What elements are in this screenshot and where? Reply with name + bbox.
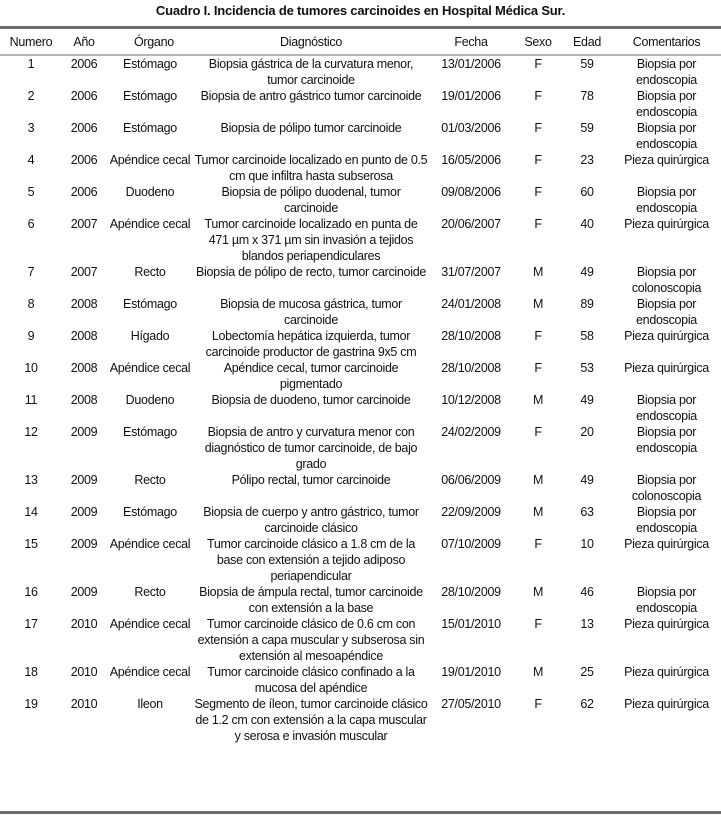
cell-fecha: 28/10/2008	[441, 329, 501, 343]
table-row	[0, 696, 721, 744]
cell-diagnostico: Biopsia de cuerpo y antro gástrico, tumor carcinoide clásico	[203, 505, 419, 535]
cell-numero: 17	[24, 617, 38, 631]
cell-fecha: 13/01/2006	[441, 57, 501, 71]
cell-numero: 18	[24, 665, 38, 679]
table-row	[0, 360, 721, 392]
cell-anio: 2009	[70, 505, 98, 519]
cell-sexo: F	[534, 89, 542, 103]
table-row	[0, 152, 721, 184]
cell-numero: 10	[24, 361, 38, 375]
cell-anio: 2009	[70, 585, 98, 599]
cell-anio: 2006	[70, 89, 98, 103]
cell-sexo: M	[532, 265, 544, 279]
column-header-organo: Órgano	[134, 35, 174, 49]
cell-fecha: 20/06/2007	[441, 217, 501, 231]
cell-sexo: F	[534, 425, 542, 439]
cell-fecha: 10/12/2008	[441, 393, 501, 407]
cell-comentarios: Pieza quirúrgica	[624, 617, 709, 631]
cell-diagnostico: Lobectomía hepática izquierda, tumor carcinoide productor de gastrina 9x5 cm	[205, 329, 417, 359]
cell-organo: Estómago	[123, 297, 177, 311]
cell-anio: 2008	[70, 393, 98, 407]
table-row	[0, 264, 721, 296]
cell-diagnostico: Biopsia de duodeno, tumor carcinoide	[211, 393, 411, 407]
cell-anio: 2010	[70, 617, 98, 631]
cell-fecha: 15/01/2010	[441, 617, 501, 631]
cell-numero: 4	[27, 153, 35, 167]
cell-comentarios: Biopsia por endoscopia	[636, 393, 697, 423]
cell-fecha: 16/05/2006	[441, 153, 501, 167]
cell-comentarios: Biopsia por colonoscopia	[631, 473, 702, 503]
cell-anio: 2010	[70, 665, 98, 679]
cell-fecha: 19/01/2006	[441, 89, 501, 103]
table-row	[0, 664, 721, 696]
cell-edad: 20	[580, 425, 594, 439]
cell-organo: Apéndice cecal	[109, 617, 191, 631]
cell-numero: 15	[24, 537, 38, 551]
cell-comentarios: Pieza quirúrgica	[624, 217, 709, 231]
column-header-edad: Edad	[573, 35, 601, 49]
cell-edad: 23	[580, 153, 594, 167]
cell-organo: Estómago	[123, 89, 177, 103]
cell-anio: 2006	[70, 185, 98, 199]
cell-fecha: 28/10/2008	[441, 361, 501, 375]
cell-organo: Apéndice cecal	[109, 361, 191, 375]
table-row	[0, 216, 721, 264]
cell-edad: 60	[580, 185, 594, 199]
cell-comentarios: Pieza quirúrgica	[624, 329, 709, 343]
cell-numero: 2	[27, 89, 35, 103]
cell-comentarios: Pieza quirúrgica	[624, 665, 709, 679]
cell-sexo: M	[532, 665, 544, 679]
table-top-rule	[0, 26, 721, 29]
cell-numero: 5	[27, 185, 35, 199]
cell-anio: 2006	[70, 153, 98, 167]
cell-organo: Apéndice cecal	[109, 665, 191, 679]
table-row	[0, 184, 721, 216]
cell-comentarios: Biopsia por endoscopia	[636, 89, 697, 119]
cell-organo: Apéndice cecal	[109, 153, 191, 167]
cell-sexo: F	[534, 153, 542, 167]
cell-diagnostico: Tumor carcinoide localizado en punta de 471 µm x 371 µm sin invasión a tejidos blandos periapendiculares	[204, 217, 418, 263]
cell-fecha: 24/02/2009	[441, 425, 501, 439]
cell-sexo: M	[532, 505, 544, 519]
table-bottom-rule	[0, 811, 721, 814]
cell-edad: 62	[580, 697, 594, 711]
cell-sexo: F	[534, 121, 542, 135]
cell-numero: 9	[27, 329, 35, 343]
cell-anio: 2009	[70, 473, 98, 487]
cell-numero: 14	[24, 505, 38, 519]
cell-diagnostico: Biopsia de antro y curvatura menor con diagnóstico de tumor carcinoide, de bajo grado	[204, 425, 418, 471]
table-row	[0, 53, 721, 88]
cell-diagnostico: Biopsia gástrica de la curvatura menor, tumor carcinoide	[208, 57, 414, 87]
cell-diagnostico: Biopsia de pólipo tumor carcinoide	[220, 121, 402, 135]
cell-fecha: 06/06/2009	[441, 473, 501, 487]
cell-sexo: F	[534, 329, 542, 343]
cell-diagnostico: Biopsia de ámpula rectal, tumor carcinoide con extensión a la base	[199, 585, 423, 615]
cell-edad: 13	[580, 617, 594, 631]
cell-numero: 8	[27, 297, 35, 311]
cell-numero: 1	[27, 57, 35, 71]
cell-organo: Recto	[134, 585, 166, 599]
carcinoid-tumor-table	[0, 31, 721, 744]
table-row	[0, 120, 721, 152]
cell-anio: 2007	[70, 217, 98, 231]
cell-fecha: 28/10/2009	[441, 585, 501, 599]
cell-sexo: F	[534, 537, 542, 551]
table-row	[0, 472, 721, 504]
cell-comentarios: Pieza quirúrgica	[624, 537, 709, 551]
cell-comentarios: Biopsia por endoscopia	[636, 121, 697, 151]
cell-organo: Duodeno	[125, 185, 175, 199]
table-row	[0, 504, 721, 536]
cell-numero: 6	[27, 217, 35, 231]
cell-edad: 63	[580, 505, 594, 519]
cell-sexo: M	[532, 297, 544, 311]
cell-diagnostico: Tumor carcinoide clásico confinado a la mucosa del apéndice	[207, 665, 415, 695]
cell-comentarios: Biopsia por endoscopia	[636, 297, 697, 327]
cell-organo: Apéndice cecal	[109, 537, 191, 551]
cell-fecha: 07/10/2009	[441, 537, 501, 551]
header-row	[0, 31, 721, 53]
cell-fecha: 24/01/2008	[441, 297, 501, 311]
cell-fecha: 01/03/2006	[441, 121, 501, 135]
cell-comentarios: Pieza quirúrgica	[624, 361, 709, 375]
cell-organo: Apéndice cecal	[109, 217, 191, 231]
cell-sexo: F	[534, 361, 542, 375]
cell-edad: 10	[580, 537, 594, 551]
column-header-numero: Numero	[9, 35, 53, 49]
cell-comentarios: Biopsia por endoscopia	[636, 57, 697, 87]
cell-numero: 12	[24, 425, 38, 439]
cell-edad: 40	[580, 217, 594, 231]
cell-anio: 2009	[70, 425, 98, 439]
table-row	[0, 584, 721, 616]
table-row	[0, 296, 721, 328]
cell-comentarios: Biopsia por colonoscopia	[631, 265, 702, 295]
cell-diagnostico: Biopsia de pólipo duodenal, tumor carcinoide	[221, 185, 401, 215]
cell-organo: Estómago	[123, 57, 177, 71]
cell-diagnostico: Pólipo rectal, tumor carcinoide	[231, 473, 391, 487]
table-row	[0, 88, 721, 120]
cell-organo: Estómago	[123, 121, 177, 135]
cell-organo: Estómago	[123, 425, 177, 439]
cell-fecha: 22/09/2009	[441, 505, 501, 519]
cell-diagnostico: Biopsia de pólipo de recto, tumor carcinoide	[196, 265, 426, 279]
cell-diagnostico: Apéndice cecal, tumor carcinoide pigmentado	[223, 361, 399, 391]
table-row	[0, 424, 721, 472]
cell-comentarios: Biopsia por endoscopia	[636, 505, 697, 535]
cell-edad: 89	[580, 297, 594, 311]
cell-edad: 25	[580, 665, 594, 679]
cell-edad: 59	[580, 121, 594, 135]
cell-organo: Recto	[134, 473, 166, 487]
cell-anio: 2010	[70, 697, 98, 711]
cell-diagnostico: Biopsia de mucosa gástrica, tumor carcinoide	[220, 297, 402, 327]
table-row	[0, 536, 721, 584]
cell-numero: 11	[24, 393, 38, 407]
cell-sexo: M	[532, 393, 544, 407]
cell-edad: 49	[580, 393, 594, 407]
cell-organo: Duodeno	[125, 393, 175, 407]
cell-diagnostico: Segmento de íleon, tumor carcinoide clásico de 1.2 cm con extensión a la capa muscular y serosa e invasión muscular	[194, 697, 428, 743]
cell-anio: 2006	[70, 57, 98, 71]
cell-fecha: 19/01/2010	[441, 665, 501, 679]
cell-sexo: F	[534, 57, 542, 71]
column-header-sexo: Sexo	[524, 35, 552, 49]
cell-sexo: F	[534, 185, 542, 199]
cell-numero: 7	[27, 265, 35, 279]
cell-edad: 59	[580, 57, 594, 71]
cell-sexo: M	[532, 585, 544, 599]
cell-comentarios: Biopsia por endoscopia	[636, 425, 697, 455]
cell-comentarios: Pieza quirúrgica	[624, 153, 709, 167]
cell-sexo: F	[534, 217, 542, 231]
cell-edad: 58	[580, 329, 594, 343]
cell-sexo: M	[532, 473, 544, 487]
cell-diagnostico: Tumor carcinoide localizado en punto de 0.5 cm que infiltra hasta subserosa	[194, 153, 428, 183]
cell-comentarios: Pieza quirúrgica	[624, 697, 709, 711]
cell-diagnostico: Tumor carcinoide clásico a 1.8 cm de la base con extensión a tejido adiposo periapendicular	[206, 537, 416, 583]
cell-anio: 2007	[70, 265, 98, 279]
cell-fecha: 27/05/2010	[441, 697, 501, 711]
cell-edad: 49	[580, 473, 594, 487]
cell-comentarios: Biopsia por endoscopia	[636, 185, 697, 215]
cell-numero: 13	[24, 473, 38, 487]
cell-numero: 16	[24, 585, 38, 599]
cell-anio: 2008	[70, 297, 98, 311]
table-row	[0, 616, 721, 664]
cell-diagnostico: Biopsia de antro gástrico tumor carcinoide	[200, 89, 422, 103]
cell-organo: Ileon	[137, 697, 163, 711]
cell-organo: Recto	[134, 265, 166, 279]
cell-edad: 46	[580, 585, 594, 599]
cell-edad: 53	[580, 361, 594, 375]
cell-organo: Hígado	[130, 329, 170, 343]
cell-edad: 78	[580, 89, 594, 103]
table-row	[0, 328, 721, 360]
column-header-comentarios: Comentarios	[632, 35, 701, 49]
cell-anio: 2008	[70, 361, 98, 375]
column-header-anio: Año	[73, 35, 95, 49]
cell-anio: 2009	[70, 537, 98, 551]
cell-fecha: 31/07/2007	[441, 265, 501, 279]
column-header-diagnostico: Diagnóstico	[279, 35, 342, 49]
cell-sexo: F	[534, 697, 542, 711]
cell-numero: 19	[24, 697, 38, 711]
cell-diagnostico: Tumor carcinoide clásico de 0.6 cm con extensión a capa muscular y subserosa sin extensión al mesoapéndice	[197, 617, 425, 663]
table-row	[0, 392, 721, 424]
column-header-fecha: Fecha	[454, 35, 488, 49]
cell-sexo: F	[534, 617, 542, 631]
cell-numero: 3	[27, 121, 35, 135]
cell-fecha: 09/08/2006	[441, 185, 501, 199]
cell-anio: 2006	[70, 121, 98, 135]
cell-anio: 2008	[70, 329, 98, 343]
cell-comentarios: Biopsia por endoscopia	[636, 585, 697, 615]
cell-edad: 49	[580, 265, 594, 279]
cell-organo: Estómago	[123, 505, 177, 519]
table-title: Cuadro I. Incidencia de tumores carcinoides en Hospital Médica Sur.	[155, 3, 566, 18]
